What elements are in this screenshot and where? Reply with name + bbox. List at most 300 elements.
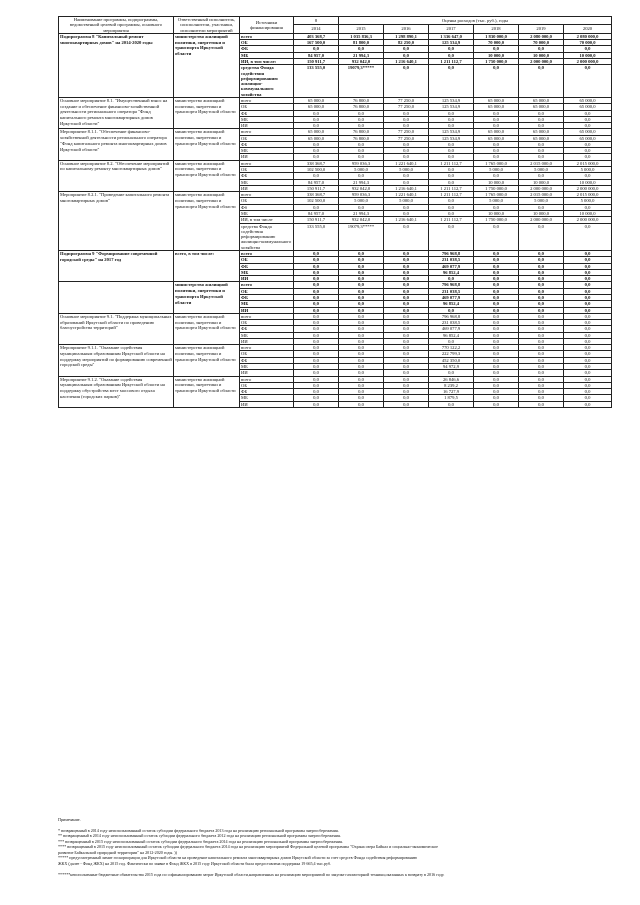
amount-cell: 65 000,0 bbox=[564, 135, 612, 141]
amount-cell: 1 221 640,1 bbox=[384, 160, 429, 166]
amount-cell: 65 000,0 bbox=[474, 135, 519, 141]
amount-cell: 0,0 bbox=[519, 364, 564, 370]
amount-cell: 21 994,3 bbox=[339, 52, 384, 58]
amount-cell: 0,0 bbox=[519, 148, 564, 154]
amount-cell: 0,0 bbox=[339, 154, 384, 160]
amount-cell: 0,0 bbox=[519, 223, 564, 250]
amount-cell: 0,0 bbox=[384, 326, 429, 332]
amount-cell: 1 298 890,1 bbox=[384, 33, 429, 39]
funding-source: ИИ bbox=[240, 123, 294, 129]
amount-cell: 0,0 bbox=[294, 250, 339, 256]
amount-cell: 5 000,0 bbox=[564, 167, 612, 173]
amount-cell: 0,0 bbox=[384, 257, 429, 263]
amount-cell: 932 042,0 bbox=[339, 217, 384, 223]
amount-cell: 84 957,0 bbox=[294, 211, 339, 217]
amount-cell: 125 534,9 bbox=[429, 135, 474, 141]
amount-cell: 0,0 bbox=[519, 46, 564, 52]
amount-cell: 19079,3***** bbox=[339, 223, 384, 250]
amount-cell: 0,0 bbox=[564, 332, 612, 338]
amount-cell: 0,0 bbox=[474, 123, 519, 129]
program-name bbox=[59, 282, 174, 313]
amount-cell: 0,0 bbox=[519, 382, 564, 388]
amount-cell: 0,0 bbox=[294, 288, 339, 294]
amount-cell: 0,0 bbox=[474, 154, 519, 160]
amount-cell: 0,0 bbox=[294, 313, 339, 319]
amount-cell: 0,0 bbox=[474, 282, 519, 288]
amount-cell: 0,0 bbox=[564, 263, 612, 269]
amount-cell: 0,0 bbox=[474, 223, 519, 250]
amount-cell: 0,0 bbox=[384, 307, 429, 313]
amount-cell: 0,0 bbox=[519, 282, 564, 288]
amount-cell: 0,0 bbox=[339, 382, 384, 388]
amount-cell: 19079,3***** bbox=[339, 65, 384, 98]
amount-cell: 0,0 bbox=[474, 351, 519, 357]
amount-cell: 0,0 bbox=[339, 173, 384, 179]
amount-cell: 102 500,0 bbox=[294, 167, 339, 173]
amount-cell: 0,0 bbox=[519, 154, 564, 160]
amount-cell: 0,0 bbox=[384, 288, 429, 294]
amount-cell: 0,0 bbox=[339, 364, 384, 370]
amount-cell: 0,0 bbox=[339, 269, 384, 275]
funding-source: МБ bbox=[240, 148, 294, 154]
header-year: 2018 bbox=[474, 25, 519, 33]
amount-cell: 65 000,0 bbox=[564, 97, 612, 103]
amount-cell: 0,0 bbox=[564, 141, 612, 147]
amount-cell: 1 750 000,0 bbox=[474, 217, 519, 223]
amount-cell: 0,0 bbox=[339, 401, 384, 407]
amount-cell: 0,0 bbox=[564, 282, 612, 288]
amount-cell: 84 957,0 bbox=[294, 52, 339, 58]
amount-cell: 0,0 bbox=[294, 294, 339, 300]
amount-cell: 0,0 bbox=[564, 250, 612, 256]
amount-cell: 0,0 bbox=[519, 294, 564, 300]
amount-cell: 0,0 bbox=[384, 338, 429, 344]
executor: министерство жилищной политики, энергетики и транспорта Иркутской области bbox=[174, 192, 240, 251]
amount-cell: 0,0 bbox=[294, 276, 339, 282]
funding-source: всего bbox=[240, 250, 294, 256]
funding-source: ИИ bbox=[240, 401, 294, 407]
amount-cell: 0,0 bbox=[384, 364, 429, 370]
amount-cell: 0,0 bbox=[564, 288, 612, 294]
amount-cell: 0,0 bbox=[564, 382, 612, 388]
amount-cell: 0,0 bbox=[384, 148, 429, 154]
executor: министерство жилищной политики, энергетики и транспорта Иркутской области bbox=[174, 313, 240, 344]
amount-cell: 96 852,4 bbox=[429, 332, 474, 338]
amount-cell: 0,0 bbox=[564, 389, 612, 395]
amount-cell: 0,0 bbox=[519, 276, 564, 282]
amount-cell: 150 911,7 bbox=[294, 58, 339, 64]
amount-cell: 0,0 bbox=[564, 401, 612, 407]
amount-cell: 452 350,0 bbox=[429, 357, 474, 363]
funding-source: ОБ bbox=[240, 198, 294, 204]
amount-cell: 0,0 bbox=[519, 389, 564, 395]
amount-cell: 10 000,0 bbox=[519, 179, 564, 185]
amount-cell: 0,0 bbox=[564, 276, 612, 282]
funding-source: МБ bbox=[240, 301, 294, 307]
amount-cell: 0,0 bbox=[384, 204, 429, 210]
amount-cell: 469 077,9 bbox=[429, 294, 474, 300]
amount-cell: 0,0 bbox=[474, 376, 519, 382]
amount-cell: 0,0 bbox=[294, 307, 339, 313]
amount-cell: 0,0 bbox=[519, 351, 564, 357]
funding-source: ОБ bbox=[240, 288, 294, 294]
amount-cell: 1 035 836,3 bbox=[339, 33, 384, 39]
funding-source: всего bbox=[240, 160, 294, 166]
header-year: 2016 bbox=[384, 25, 429, 33]
amount-cell: 959 036,3 bbox=[339, 192, 384, 198]
amount-cell: 0,0 bbox=[519, 301, 564, 307]
amount-cell: 0,0 bbox=[474, 257, 519, 263]
program-name: Мероприятие 9.1.2. "Оказание содействия муниципальным образованиям Иркутской области на поддержку обустройства мест массового отдыха населения (городских парков)" bbox=[59, 376, 174, 407]
amount-cell: 77 250,0 bbox=[384, 135, 429, 141]
note-line: развитие Байкальской природной территории" на 2012-2020 годы. )) bbox=[58, 849, 177, 855]
notes-lines bbox=[58, 828, 618, 878]
amount-cell: 770 122,2 bbox=[429, 345, 474, 351]
amount-cell: 0,0 bbox=[519, 204, 564, 210]
amount-cell: 0,0 bbox=[294, 370, 339, 376]
amount-cell: 0,0 bbox=[474, 263, 519, 269]
funding-source: МБ bbox=[240, 269, 294, 275]
amount-cell: 0,0 bbox=[294, 395, 339, 401]
amount-cell: 0,0 bbox=[384, 269, 429, 275]
amount-cell: 0,0 bbox=[474, 338, 519, 344]
amount-cell: 0,0 bbox=[564, 116, 612, 122]
amount-cell: 0,0 bbox=[564, 223, 612, 250]
funding-source: всего bbox=[240, 376, 294, 382]
amount-cell: 2 000 000,0 bbox=[564, 185, 612, 191]
amount-cell: 0,0 bbox=[339, 123, 384, 129]
amount-cell: 125 534,9 bbox=[429, 129, 474, 135]
header-year: 2015 bbox=[339, 25, 384, 33]
amount-cell: 0,0 bbox=[339, 332, 384, 338]
amount-cell: 0,0 bbox=[474, 326, 519, 332]
amount-cell: 1 211 112,7 bbox=[429, 192, 474, 198]
amount-cell: 5 000,0 bbox=[519, 198, 564, 204]
funding-source: всего bbox=[240, 192, 294, 198]
header-year: 2019 bbox=[519, 25, 564, 33]
amount-cell: 0,0 bbox=[564, 320, 612, 326]
amount-cell: 0,0 bbox=[564, 294, 612, 300]
amount-cell: 0,0 bbox=[474, 364, 519, 370]
program-name: Мероприятие 8.1.1. "Обеспечение финансово-хозяйственной деятельности регионального оператора "Фонд капитального ремонта многоквартирных домов Иркутской области" bbox=[59, 129, 174, 160]
amount-cell: 10 000,0 bbox=[519, 52, 564, 58]
amount-cell: 0,0 bbox=[384, 141, 429, 147]
amount-cell: 70 000,0 bbox=[519, 40, 564, 46]
amount-cell: 2 000 000,0 bbox=[519, 185, 564, 191]
amount-cell: 0,0 bbox=[384, 282, 429, 288]
amount-cell: 0,0 bbox=[429, 173, 474, 179]
amount-cell: 65 000,0 bbox=[474, 129, 519, 135]
funding-source: ОБ bbox=[240, 257, 294, 263]
header-column-number: 8 bbox=[294, 17, 339, 25]
note-line: ******неисполненные бюджетные обязательства 2015 года по софинансированию затрат Иркутской области,направленных на реализацию мероприятий по закупке газомоторной техники,оказанных к возврату в 2016 году. bbox=[58, 872, 445, 878]
amount-cell: 0,0 bbox=[519, 116, 564, 122]
amount-cell: 5 000,0 bbox=[384, 167, 429, 173]
funding-source: ОБ bbox=[240, 167, 294, 173]
amount-cell: 0,0 bbox=[474, 389, 519, 395]
amount-cell: 2 015 000,0 bbox=[564, 160, 612, 166]
funding-source: средства Фонда содействия реформированию жилищно-коммунального хозяйства bbox=[240, 65, 294, 98]
amount-cell: 76 800,0 bbox=[339, 135, 384, 141]
amount-cell: 0,0 bbox=[429, 401, 474, 407]
amount-cell: 65 000,0 bbox=[519, 97, 564, 103]
amount-cell: 0,0 bbox=[294, 345, 339, 351]
funding-source: ИИ, в том числе: bbox=[240, 58, 294, 64]
note-line: **** возвращенный в 2015 году неиспользованный остаток субсидии федерального бюджета 2014 года на реализацию мероприятий Федеральной целевой программы "Охрана озера Байкал и социально-экономическое bbox=[58, 844, 438, 850]
funding-source: ФБ bbox=[240, 389, 294, 395]
header-row-top bbox=[59, 17, 612, 25]
amount-cell: 0,0 bbox=[339, 376, 384, 382]
amount-cell: 1 216 640,1 bbox=[384, 185, 429, 191]
funding-source: ИИ bbox=[240, 185, 294, 191]
amount-cell: 0,0 bbox=[519, 307, 564, 313]
amount-cell: 5 000,0 bbox=[339, 198, 384, 204]
amount-cell: 796 968,8 bbox=[429, 250, 474, 256]
amount-cell: 16 727,9 bbox=[429, 389, 474, 395]
amount-cell: 0,0 bbox=[294, 148, 339, 154]
amount-cell: 65 000,0 bbox=[474, 104, 519, 110]
amount-cell: 0,0 bbox=[519, 313, 564, 319]
amount-cell: 0,0 bbox=[474, 276, 519, 282]
amount-cell: 338 368,7 bbox=[294, 160, 339, 166]
amount-cell: 81 800,0 bbox=[339, 40, 384, 46]
funding-source: МБ bbox=[240, 395, 294, 401]
funding-source: всего bbox=[240, 97, 294, 103]
amount-cell: 959 036,3 bbox=[339, 160, 384, 166]
amount-cell: 0,0 bbox=[384, 320, 429, 326]
amount-cell: 0,0 bbox=[474, 382, 519, 388]
amount-cell: 5 000,0 bbox=[519, 167, 564, 173]
note-line: ***** предусмотренный лимит госкорпорации для Иркутской области на проведение капитального ремонта многоквартирных домов Иркутской области за счет средств Фонда содействия реформированию bbox=[58, 855, 418, 861]
amount-cell: 0,0 bbox=[384, 123, 429, 129]
header-estimate: Оценка расходов (тыс. руб.), годы bbox=[339, 17, 612, 25]
amount-cell: 0,0 bbox=[294, 116, 339, 122]
amount-cell: 0,0 bbox=[339, 338, 384, 344]
amount-cell: 932 042,0 bbox=[339, 185, 384, 191]
amount-cell: 0,0 bbox=[564, 307, 612, 313]
amount-cell: 0,0 bbox=[519, 269, 564, 275]
amount-cell: 0,0 bbox=[339, 370, 384, 376]
amount-cell: 0,0 bbox=[564, 154, 612, 160]
amount-cell: 0,0 bbox=[429, 116, 474, 122]
amount-cell: 65 000,0 bbox=[519, 135, 564, 141]
amount-cell: 2 000 000,0 bbox=[519, 58, 564, 64]
amount-cell: 0,0 bbox=[564, 204, 612, 210]
funding-source: ФБ bbox=[240, 357, 294, 363]
amount-cell: 65 000,0 bbox=[294, 135, 339, 141]
amount-cell: 0,0 bbox=[339, 320, 384, 326]
amount-cell: 0,0 bbox=[564, 376, 612, 382]
amount-cell: 0,0 bbox=[429, 370, 474, 376]
amount-cell: 0,0 bbox=[474, 345, 519, 351]
funding-source: всего bbox=[240, 313, 294, 319]
amount-cell: 0,0 bbox=[474, 357, 519, 363]
executor: министерство жилищной политики, энергетики и транспорта Иркутской области bbox=[174, 129, 240, 160]
amount-cell: 0,0 bbox=[384, 301, 429, 307]
amount-cell: 0,0 bbox=[429, 141, 474, 147]
funding-table bbox=[58, 16, 612, 408]
funding-source: средства Фонда содействия реформированию жилищно-коммунального хозяйства bbox=[240, 223, 294, 250]
amount-cell: 5 000,0 bbox=[474, 198, 519, 204]
amount-cell: 0,0 bbox=[384, 370, 429, 376]
amount-cell: 469 077,9 bbox=[429, 326, 474, 332]
amount-cell: 0,0 bbox=[519, 370, 564, 376]
amount-cell: 0,0 bbox=[564, 269, 612, 275]
amount-cell: 0,0 bbox=[519, 320, 564, 326]
amount-cell: 796 968,8 bbox=[429, 282, 474, 288]
amount-cell: 0,0 bbox=[384, 154, 429, 160]
amount-cell: 0,0 bbox=[339, 313, 384, 319]
amount-cell: 2 000 000,0 bbox=[519, 217, 564, 223]
amount-cell: 0,0 bbox=[474, 395, 519, 401]
program-name: Основное мероприятие 8.2. "Обеспечение мероприятий по капитальному ремонту многоквартирных домов" bbox=[59, 160, 174, 191]
amount-cell: 0,0 bbox=[474, 269, 519, 275]
amount-cell: 0,0 bbox=[564, 326, 612, 332]
amount-cell: 0,0 bbox=[519, 338, 564, 344]
amount-cell: 70 000,0 bbox=[474, 40, 519, 46]
amount-cell: 0,0 bbox=[339, 276, 384, 282]
amount-cell: 0,0 bbox=[519, 376, 564, 382]
amount-cell: 0,0 bbox=[429, 167, 474, 173]
amount-cell: 0,0 bbox=[474, 173, 519, 179]
amount-cell: 0,0 bbox=[564, 123, 612, 129]
amount-cell: 0,0 bbox=[294, 320, 339, 326]
header-year: 2014 bbox=[294, 25, 339, 33]
amount-cell: 26 846,6 bbox=[429, 376, 474, 382]
amount-cell: 0,0 bbox=[519, 65, 564, 98]
amount-cell: 0,0 bbox=[519, 250, 564, 256]
funding-source: ИИ, в том числе bbox=[240, 217, 294, 223]
amount-cell: 0,0 bbox=[294, 357, 339, 363]
amount-cell: 0,0 bbox=[294, 282, 339, 288]
amount-cell: 5 000,0 bbox=[339, 167, 384, 173]
funding-source: всего bbox=[240, 129, 294, 135]
amount-cell: 65 000,0 bbox=[474, 97, 519, 103]
funding-source: ФБ bbox=[240, 46, 294, 52]
funding-source: всего bbox=[240, 33, 294, 39]
amount-cell: 77 250,0 bbox=[384, 97, 429, 103]
amount-cell: 0,0 bbox=[339, 141, 384, 147]
amount-cell: 0,0 bbox=[474, 294, 519, 300]
funding-source: Фб bbox=[240, 204, 294, 210]
amount-cell: 1 211 112,7 bbox=[429, 185, 474, 191]
amount-cell: 1 216 640,1 bbox=[384, 58, 429, 64]
amount-cell: 0,0 bbox=[384, 263, 429, 269]
amount-cell: 0,0 bbox=[294, 382, 339, 388]
amount-cell: 0,0 bbox=[429, 52, 474, 58]
executor: министерство жилищной политики, энергетики и транспорта Иркутской области bbox=[174, 376, 240, 407]
program-name: Мероприятие 9.1.1. "Оказание содействия муниципальным образованиям Иркутской области на поддержку мероприятий по формированию современной городской среды" bbox=[59, 345, 174, 376]
amount-cell: 0,0 bbox=[384, 211, 429, 217]
amount-cell: 65 000,0 bbox=[294, 104, 339, 110]
header-year: 2020 bbox=[564, 25, 612, 33]
program-name: Подпрограмма 9 "Формирование современной городской среды" на 2017 год bbox=[59, 250, 174, 281]
amount-cell: 0,0 bbox=[519, 123, 564, 129]
funding-source: ИИ bbox=[240, 307, 294, 313]
amount-cell: 0,0 bbox=[339, 116, 384, 122]
amount-cell: 0,0 bbox=[294, 351, 339, 357]
amount-cell: 0,0 bbox=[384, 401, 429, 407]
amount-cell: 231 038,5 bbox=[429, 320, 474, 326]
amount-cell: 0,0 bbox=[429, 179, 474, 185]
amount-cell: 77 250,0 bbox=[384, 104, 429, 110]
amount-cell: 0,0 bbox=[474, 110, 519, 116]
amount-cell: 0,0 bbox=[474, 250, 519, 256]
amount-cell: 0,0 bbox=[429, 110, 474, 116]
amount-cell: 0,0 bbox=[384, 357, 429, 363]
funding-source: ФБ bbox=[240, 294, 294, 300]
executor: министерство жилищной политики, энергетики и транспорта Иркутской области bbox=[174, 33, 240, 97]
amount-cell: 0,0 bbox=[339, 389, 384, 395]
amount-cell: 1 750 000,0 bbox=[474, 58, 519, 64]
amount-cell: 0,0 bbox=[384, 345, 429, 351]
amount-cell: 0,0 bbox=[429, 276, 474, 282]
amount-cell: 76 800,0 bbox=[339, 129, 384, 135]
amount-cell: 0,0 bbox=[519, 257, 564, 263]
amount-cell: 2 000 000,0 bbox=[564, 217, 612, 223]
amount-cell: 0,0 bbox=[564, 364, 612, 370]
amount-cell: 0,0 bbox=[294, 257, 339, 263]
note-line: ** возвращенный в 2014 году неиспользованный остаток субсидии федерального бюджета 2012 года на реализацию региональной программы энергосбережения. bbox=[58, 833, 341, 839]
amount-cell: 65 000,0 bbox=[294, 97, 339, 103]
executor: министерство жилищной политики, энергетики и транспорта Иркутской области bbox=[174, 97, 240, 128]
amount-cell: 0,0 bbox=[384, 65, 429, 98]
amount-cell: 150 911,7 bbox=[294, 185, 339, 191]
amount-cell: 0,0 bbox=[294, 364, 339, 370]
header-source: Источники финансирования bbox=[240, 17, 294, 34]
amount-cell: 0,0 bbox=[294, 269, 339, 275]
amount-cell: 2 000 000,0 bbox=[564, 58, 612, 64]
amount-cell: 0,0 bbox=[564, 338, 612, 344]
funding-source: МБ bbox=[240, 211, 294, 217]
funding-source: ФБ bbox=[240, 141, 294, 147]
amount-cell: 0,0 bbox=[564, 110, 612, 116]
amount-cell: 0,0 bbox=[429, 46, 474, 52]
amount-cell: 8 239,2 bbox=[429, 382, 474, 388]
amount-cell: 222 799,3 bbox=[429, 351, 474, 357]
amount-cell: 0,0 bbox=[294, 338, 339, 344]
funding-source: МБ bbox=[240, 52, 294, 58]
amount-cell: 0,0 bbox=[474, 320, 519, 326]
amount-cell: 0,0 bbox=[519, 332, 564, 338]
amount-cell: 0,0 bbox=[384, 332, 429, 338]
funding-source: МБ bbox=[240, 332, 294, 338]
amount-cell: 2 015 000,0 bbox=[564, 192, 612, 198]
program-name: Подпрограмма 8 "Капитальный ремонт многоквартирных домов" на 2014-2020 годы bbox=[59, 33, 174, 97]
amount-cell: 65 000,0 bbox=[564, 104, 612, 110]
amount-cell: 0,0 bbox=[294, 326, 339, 332]
amount-cell: 0,0 bbox=[474, 288, 519, 294]
program-name: Основное мероприятие 9.1. "Поддержка муниципальных образований Иркутской области по проведению благоустройства территорий" bbox=[59, 313, 174, 344]
amount-cell: 167 500,0 bbox=[294, 40, 339, 46]
amount-cell: 0,0 bbox=[519, 288, 564, 294]
amount-cell: 1 211 112,7 bbox=[429, 160, 474, 166]
amount-cell: 1 750 000,0 bbox=[474, 185, 519, 191]
amount-cell: 0,0 bbox=[339, 110, 384, 116]
amount-cell: 0,0 bbox=[339, 294, 384, 300]
amount-cell: 0,0 bbox=[339, 288, 384, 294]
amount-cell: 1 765 000,0 bbox=[474, 160, 519, 166]
amount-cell: 0,0 bbox=[384, 179, 429, 185]
amount-cell: 0,0 bbox=[474, 148, 519, 154]
amount-cell: 1 211 112,7 bbox=[429, 58, 474, 64]
amount-cell: 1 336 647,0 bbox=[429, 33, 474, 39]
amount-cell: 0,0 bbox=[294, 332, 339, 338]
amount-cell: 0,0 bbox=[384, 389, 429, 395]
funding-source: МБ bbox=[240, 179, 294, 185]
funding-source: ФБ bbox=[240, 173, 294, 179]
header-year: 2017 bbox=[429, 25, 474, 33]
